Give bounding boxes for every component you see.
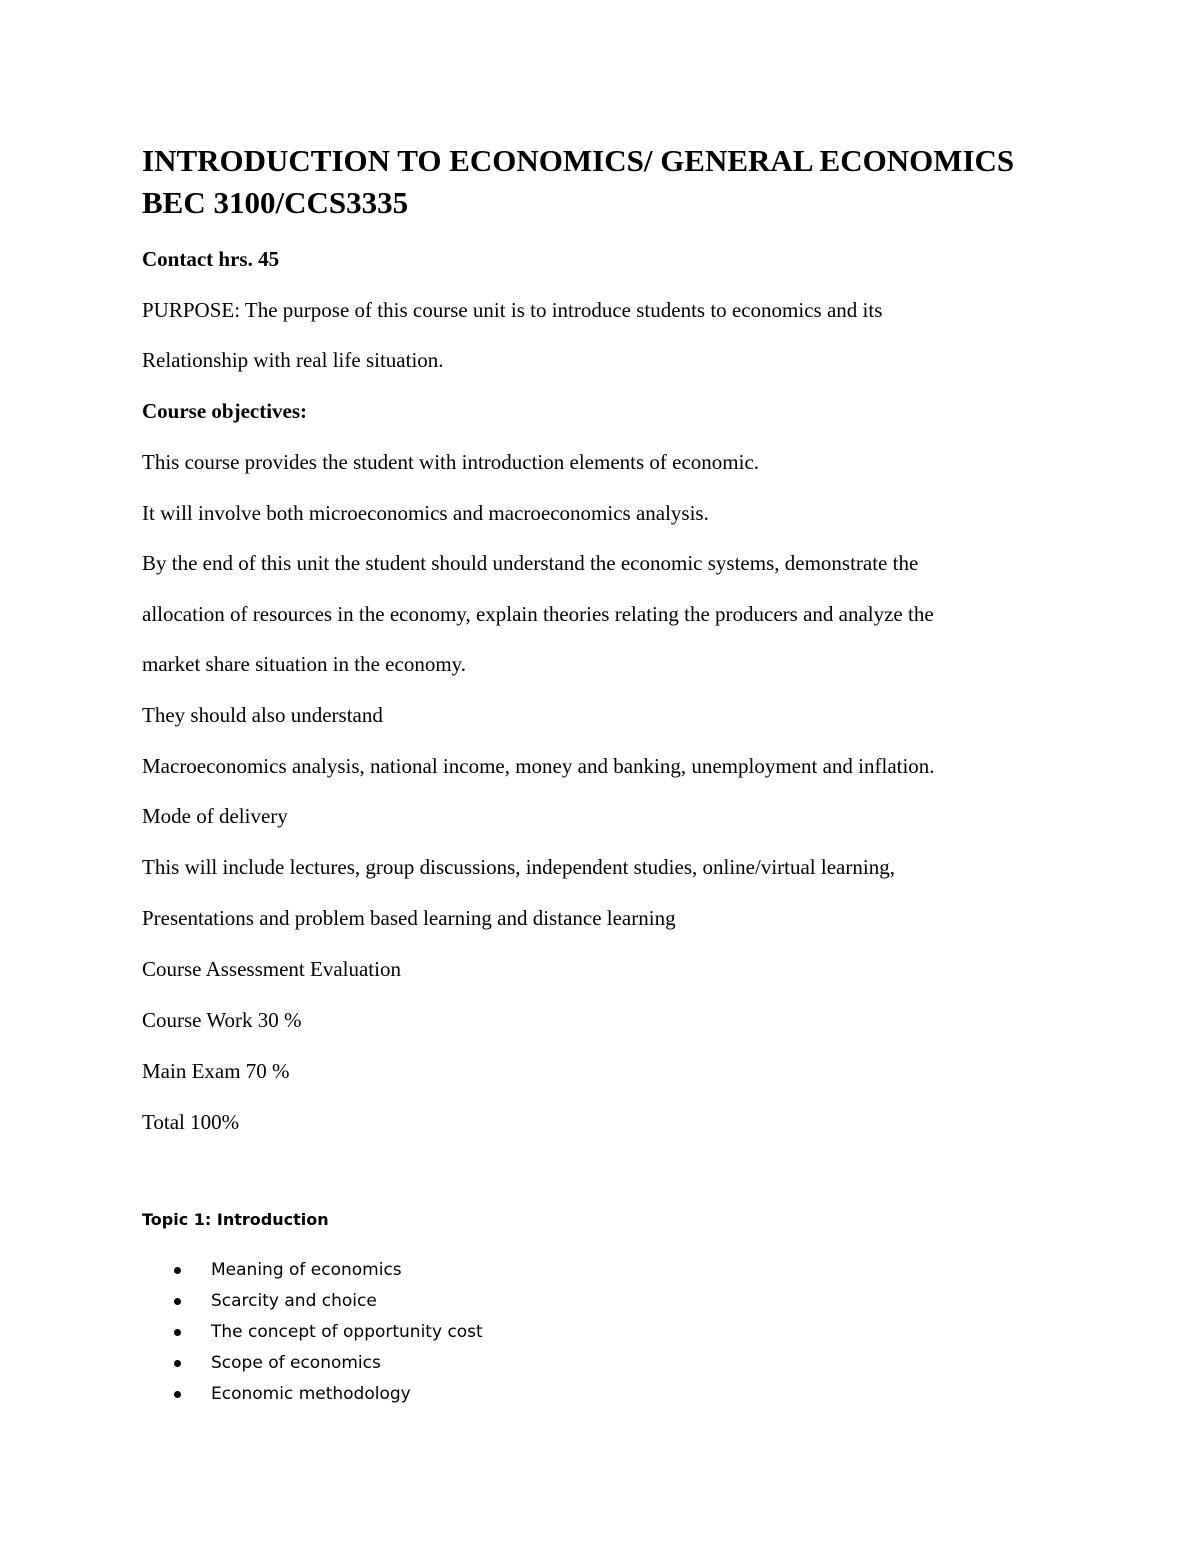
bullet-icon (174, 1360, 181, 1367)
list-item-text: Economic methodology (211, 1384, 411, 1404)
purpose-line-2: Relationship with real life situation. (142, 348, 444, 372)
topic-1-heading: Topic 1: Introduction (142, 1210, 329, 1229)
objectives-line-3: By the end of this unit the student should understand the economic systems, demonstrate the (142, 551, 919, 575)
document-title-line-1: INTRODUCTION TO ECONOMICS/ GENERAL ECONOMICS (142, 143, 1015, 178)
objectives-line-4: allocation of resources in the economy, explain theories relating the producers and analyze the (142, 602, 934, 626)
purpose-line-1: PURPOSE: The purpose of this course unit is to introduce students to economics and its (142, 298, 883, 322)
contact-hours: Contact hrs. 45 (142, 247, 280, 271)
document-title-line-2: BEC 3100/CCS3335 (142, 185, 409, 220)
objectives-line-6: They should also understand (142, 703, 383, 727)
bullet-icon (174, 1391, 181, 1398)
assessment-heading: Course Assessment Evaluation (142, 957, 401, 981)
delivery-line-2: Presentations and problem based learning and distance learning (142, 906, 676, 930)
list-item-text: Scope of economics (211, 1353, 381, 1373)
total-weight: Total 100% (142, 1110, 240, 1134)
bullet-icon (174, 1329, 181, 1336)
list-item-text: Scarcity and choice (211, 1291, 377, 1311)
bullet-icon (174, 1298, 181, 1305)
bullet-icon (174, 1267, 181, 1274)
objectives-line-5: market share situation in the economy. (142, 652, 467, 676)
delivery-line-1: This will include lectures, group discussions, independent studies, online/virtual learning, (142, 855, 895, 879)
list-item-text: The concept of opportunity cost (211, 1322, 483, 1342)
objectives-line-7: Macroeconomics analysis, national income, money and banking, unemployment and inflation. (142, 754, 935, 778)
objectives-heading: Course objectives: (142, 399, 308, 423)
main-exam-weight: Main Exam 70 % (142, 1059, 290, 1083)
course-work-weight: Course Work 30 % (142, 1008, 302, 1032)
list-item-text: Meaning of economics (211, 1260, 402, 1280)
objectives-line-2: It will involve both microeconomics and macroeconomics analysis. (142, 501, 709, 525)
delivery-heading: Mode of delivery (142, 804, 288, 828)
objectives-line-1: This course provides the student with introduction elements of economic. (142, 450, 760, 474)
